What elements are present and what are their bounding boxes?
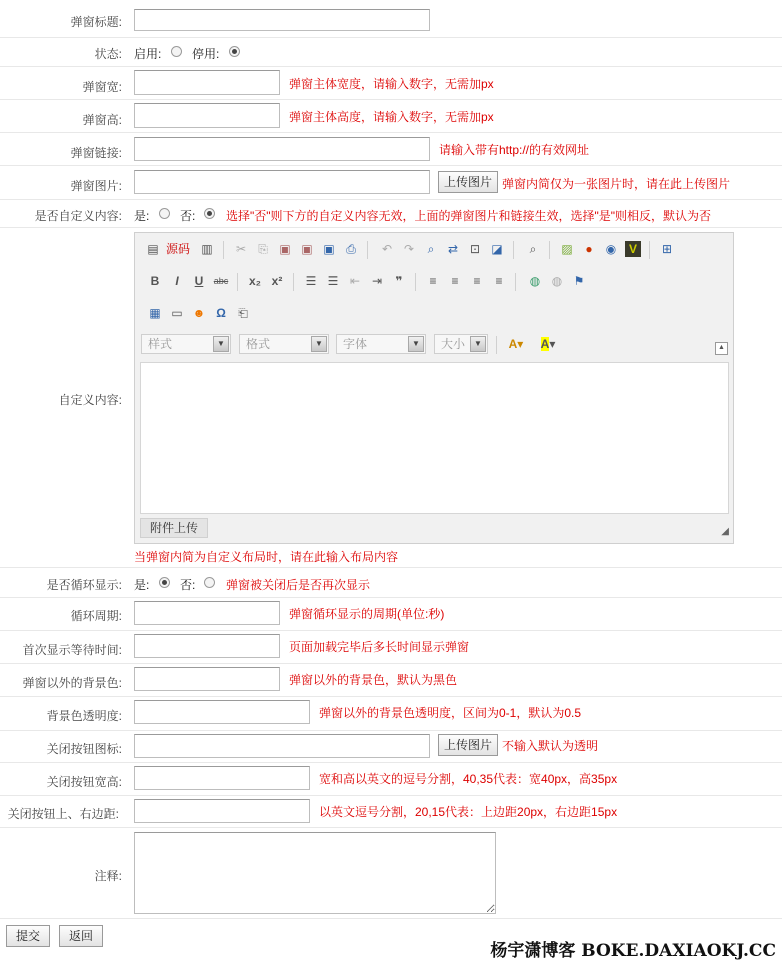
print-icon[interactable]: ⎙ (346, 242, 356, 256)
bgcolor-hint: 弹窗以外的背景色，默认为黑色 (289, 673, 458, 687)
close-size-label: 关闭按钮宽高: (46, 775, 122, 789)
custom-no-radio[interactable] (204, 208, 215, 219)
template-icon[interactable]: ▥ (201, 242, 213, 256)
font-combo[interactable] (336, 334, 426, 354)
row-image (0, 166, 782, 200)
row-close-margin (0, 796, 782, 828)
loop-label: 是否循环显示: (46, 578, 122, 592)
link-input[interactable] (134, 137, 430, 161)
close-margin-label: 关闭按钮上、右边距: (7, 807, 119, 821)
opacity-input[interactable] (134, 700, 310, 724)
toolbar-separator (367, 241, 368, 259)
bullet-list-icon[interactable]: ☰ (327, 274, 339, 288)
image-icon[interactable]: ▨ (561, 242, 573, 256)
period-input[interactable] (134, 601, 280, 625)
image-input[interactable] (134, 170, 430, 194)
status-on-radio[interactable] (171, 46, 182, 57)
text-color-icon[interactable]: A▾ (508, 337, 524, 351)
undo-icon[interactable]: ↶ (381, 242, 393, 256)
opacity-hint: 弹窗以外的背景色透明度，区间为0-1，默认为0.5 (319, 706, 582, 720)
back-button[interactable]: 返回 (59, 925, 103, 947)
close-size-input[interactable] (134, 766, 310, 790)
width-input[interactable] (134, 70, 280, 95)
numbered-list-icon[interactable]: ☰ (305, 274, 317, 288)
opacity-label: 背景色透明度: (46, 709, 122, 723)
toolbar-row-4 (139, 331, 729, 357)
toolbar-separator (223, 241, 224, 259)
anchor-flag-icon[interactable]: ⚑ (573, 274, 585, 288)
width-label: 弹窗宽: (82, 80, 122, 94)
loop-no-radio[interactable] (204, 577, 215, 588)
special-char-icon[interactable]: Ω (216, 306, 226, 320)
collapse-toolbar-icon[interactable]: ▲ (715, 342, 728, 355)
editor-content-area[interactable] (140, 362, 729, 514)
preview-icon[interactable]: ⌕ (529, 242, 537, 256)
select-all-icon[interactable]: ⊡ (469, 242, 481, 256)
align-right-icon[interactable]: ≡ (473, 274, 481, 288)
row-width (0, 67, 782, 100)
watermark-text: 杨宇潇博客 BOKE.DAXIAOKJ.CC (490, 941, 776, 961)
row-bgcolor (0, 664, 782, 697)
close-size-hint: 宽和高以英文的逗号分割，40,35代表：宽40px，高35px (319, 772, 618, 786)
custom-content-hint: 当弹窗内简为自定义布局时，请在此输入布局内容 (134, 550, 399, 564)
replace-icon[interactable]: ⇄ (447, 242, 459, 256)
status-label: 状态: (94, 47, 122, 61)
bgcolor-label: 弹窗以外的背景色: (22, 676, 122, 690)
status-off-label: 停用: (192, 47, 220, 61)
maximize-icon[interactable]: ⊞ (661, 242, 673, 256)
underline-icon[interactable]: U (194, 274, 204, 288)
chevron-down-icon: ▼ (470, 336, 486, 352)
chevron-down-icon: ▼ (213, 336, 229, 352)
close-icon-upload-button[interactable]: 上传图片 (438, 734, 498, 756)
title-input[interactable] (134, 9, 430, 31)
row-status (0, 38, 782, 67)
format-combo[interactable] (239, 334, 329, 354)
style-combo[interactable] (141, 334, 231, 354)
custom-yes-label: 是: (134, 209, 150, 223)
submit-button[interactable]: 提交 (6, 925, 50, 947)
paste-word-icon[interactable]: ▣ (323, 242, 335, 256)
unlink-icon[interactable]: ◍ (551, 274, 563, 288)
image-label: 弹窗图片: (70, 179, 122, 193)
page-break-icon[interactable]: ⎗ (238, 306, 248, 320)
link-hint: 请输入带有http://的有效网址 (439, 143, 590, 157)
custom-toggle-hint: 选择"否"则下方的自定义内容无效，上面的弹窗图片和链接生效，选择"是"则相反，默认为否 (226, 209, 712, 223)
strikethrough-icon[interactable]: abc (213, 276, 229, 286)
find-icon[interactable]: ⌕ (427, 242, 435, 256)
image-hint: 弹窗内简仅为一张图片时，请在此上传图片 (502, 177, 731, 191)
row-close-icon (0, 731, 782, 763)
close-margin-input[interactable] (134, 799, 310, 823)
period-label: 循环周期: (70, 609, 122, 623)
size-combo-text: 大小 (441, 337, 466, 351)
rich-text-editor (134, 232, 734, 544)
status-off-radio[interactable] (229, 46, 240, 57)
toolbar-row-3 (139, 300, 729, 326)
width-hint: 弹窗主体宽度，请输入数字，无需加px (289, 77, 494, 91)
paste-icon[interactable]: ▣ (279, 242, 291, 256)
close-icon-hint: 不输入默认为透明 (502, 739, 599, 753)
bold-icon[interactable]: B (150, 274, 160, 288)
row-height (0, 100, 782, 133)
height-label: 弹窗高: (82, 113, 122, 127)
cut-icon[interactable]: ✂ (235, 242, 247, 256)
toolbar-row-1 (139, 236, 729, 262)
loop-no-label: 否: (180, 578, 196, 592)
delay-label: 首次显示等待时间: (22, 643, 122, 657)
toolbar-separator (513, 241, 514, 259)
row-close-size (0, 763, 782, 796)
toolbar-separator (549, 241, 550, 259)
align-justify-icon[interactable]: ≡ (495, 274, 503, 288)
flash-icon[interactable]: ● (585, 242, 593, 256)
copy-icon[interactable]: ⎘ (258, 242, 268, 256)
custom-yes-radio[interactable] (159, 208, 170, 219)
indent-icon[interactable]: ⇥ (371, 274, 383, 288)
bgcolor-input[interactable] (134, 667, 280, 691)
superscript-icon[interactable]: x² (271, 274, 283, 288)
row-opacity (0, 697, 782, 731)
format-combo-text: 格式 (246, 337, 271, 351)
height-input[interactable] (134, 103, 280, 128)
toolbar-separator (237, 273, 238, 291)
align-center-icon[interactable]: ≡ (451, 274, 459, 288)
row-loop (0, 568, 782, 598)
note-label: 注释: (94, 869, 122, 883)
align-left-icon[interactable]: ≡ (429, 274, 437, 288)
resize-handle-icon[interactable]: ◢ (721, 526, 729, 537)
close-icon-input[interactable] (134, 734, 430, 758)
period-hint: 弹窗循环显示的周期(单位:秒) (289, 607, 445, 621)
paste-text-icon[interactable]: ▣ (301, 242, 313, 256)
chevron-down-icon: ▼ (311, 336, 327, 352)
toolbar-row-2 (139, 268, 729, 294)
delay-input[interactable] (134, 634, 280, 658)
document-icon[interactable]: ▤ (147, 242, 159, 256)
smiley-icon[interactable]: ☻ (192, 306, 206, 320)
row-delay (0, 631, 782, 664)
redo-icon[interactable]: ↷ (403, 242, 415, 256)
eraser-icon[interactable]: ◪ (491, 242, 503, 256)
custom-no-label: 否: (180, 209, 196, 223)
delay-hint: 页面加载完毕后多长时间显示弹窗 (289, 640, 470, 654)
subscript-icon[interactable]: x₂ (248, 274, 261, 288)
italic-icon[interactable]: I (175, 274, 179, 288)
custom-toggle-label: 是否自定义内容: (34, 209, 122, 223)
bg-color-icon[interactable]: A▾ (540, 337, 556, 351)
status-on-label: 启用: (134, 47, 162, 61)
toolbar-separator (415, 273, 416, 291)
row-period (0, 598, 782, 631)
media-icon[interactable]: ◉ (605, 242, 617, 256)
custom-content-label: 自定义内容: (58, 393, 122, 407)
outdent-icon[interactable]: ⇤ (349, 274, 361, 288)
toolbar-separator (293, 273, 294, 291)
note-textarea[interactable] (134, 832, 496, 914)
chevron-down-icon: ▼ (408, 336, 424, 352)
loop-yes-label: 是: (134, 578, 150, 592)
image-upload-button[interactable]: 上传图片 (438, 171, 498, 193)
row-custom-toggle (0, 200, 782, 228)
toolbar-separator (496, 336, 497, 354)
style-combo-text: 样式 (148, 337, 173, 351)
height-hint: 弹窗主体高度，请输入数字，无需加px (289, 110, 494, 124)
row-link (0, 133, 782, 166)
font-combo-text: 字体 (343, 337, 368, 351)
loop-hint: 弹窗被关闭后是否再次显示 (226, 578, 371, 592)
attach-upload-button[interactable]: 附件上传 (140, 518, 208, 538)
close-icon-label: 关闭按钮图标: (46, 742, 122, 756)
row-title (0, 0, 782, 38)
source-button[interactable]: 源码 (165, 242, 190, 256)
toolbar-separator (649, 241, 650, 259)
horizontal-rule-icon[interactable]: ▭ (171, 306, 183, 320)
toolbar-separator (515, 273, 516, 291)
link-icon[interactable]: ◍ (529, 274, 541, 288)
size-combo[interactable] (434, 334, 488, 354)
video-icon[interactable]: V (625, 241, 641, 257)
loop-yes-radio[interactable] (159, 577, 170, 588)
close-margin-hint: 以英文逗号分割，20,15代表：上边距20px，右边距15px (319, 805, 618, 819)
table-icon[interactable]: ▦ (149, 306, 161, 320)
title-label: 弹窗标题: (70, 15, 122, 29)
link-label: 弹窗链接: (70, 146, 122, 160)
blockquote-icon[interactable]: ❞ (395, 274, 403, 288)
